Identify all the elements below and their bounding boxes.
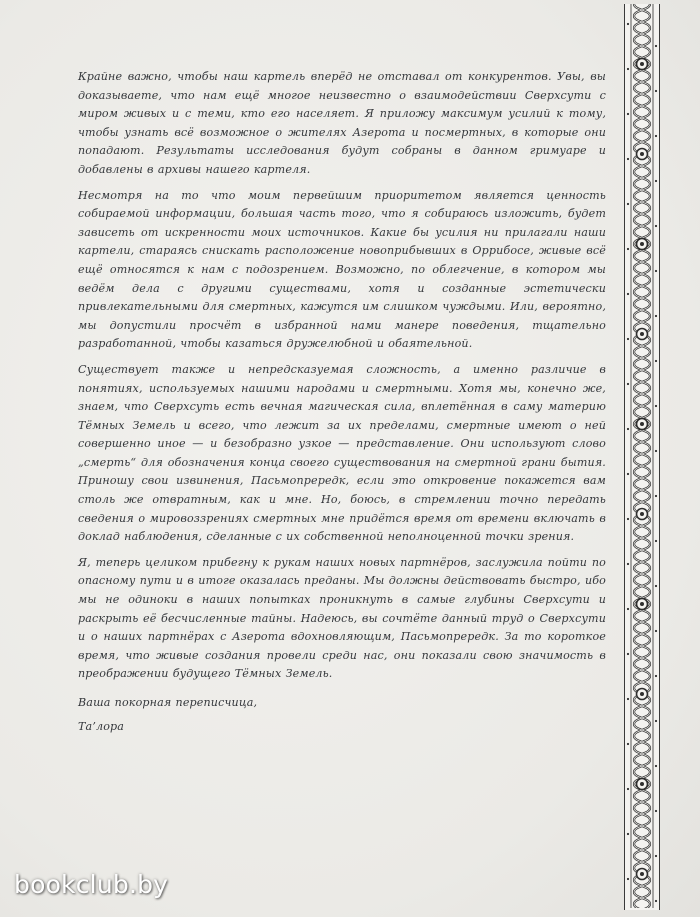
- letter-closing-block: [78, 691, 606, 739]
- letter-paragraph-2: Несмотря на то что моим первейшим приоритетом является ценность собираемой информации, большая часть того, что я собираюсь изложить, будет зависеть от искренности моих источников. Какие бы усилия ни прилагали наши картели, стараясь снискать расположение новоприбывших в Оррибосе, живые всё ещё относятся к нам с подозрением. Возможно, по облегчение, в котором мы ведём дела с другими существами, хотя и созданные эстетически привлекательными для смертных, кажутся им слишком чуждыми. Или, вероятно, мы допустили просчёт в избранной нами манере поведения, тщательно разработанной, чтобы казаться дружелюбной и обаятельной.: [78, 188, 606, 351]
- letter-closing: Ваша покорная переписчица,: [78, 696, 258, 709]
- letter-paragraph-3: Существует также и непредсказуемая сложность, а именно различие в понятиях, используемых нашими народами и смертными. Хотя мы, конечно же, знаем, что Сверхсуть есть вечная магическая сила, вплетённая в саму материю Тёмных Земель и всего, что лежит за их пределами, смертные имеют о ней совершенно иное — и безобразно узкое — представление. Они используют слово „смерть“ для обозначения конца своего существования на смертной грани бытия. Приношу свои извинения, Пасьмопрередк, если это откровение покажется вам столь же отвратным, как и мне. Но, боюсь, в стремлении точно передать сведения о мировоззрениях смертных мне придётся время от времени включать в доклад наблюдения, сделанные с их собственной неполноценной точки зрения.: [78, 362, 606, 544]
- celtic-knot-border-icon: [624, 4, 660, 910]
- letter-paragraph-1: Крайне важно, чтобы наш картель вперёд не отставал от конкурентов. Увы, вы доказываете, что нам ещё многое неизвестно о взаимодействии Сверхсути с миром живых и с теми, кто его населяет. Я приложу максимум усилий к тому, чтобы узнать всё возможное о жителях Азерота и посмертных, в которые они попадают. Результаты исследования будут собраны в данном гримуаре и добавлены в архивы нашего картеля.: [78, 70, 606, 176]
- ornament-svg: [625, 4, 659, 908]
- letter-paragraph-4: Я, теперь целиком прибегну к рукам наших новых партнёров, заслужила пойти по опасному пути и в итоге оказалась преданы. Мы должны действовать быстро, ибо мы не одиноки в наших попытках проникнуть в самые глубины Сверхсути и раскрыть её бесчисленные тайны. Надеюсь, вы сочтёте данный труд о Сверхсути и о наших партнёрах с Азерота вдохновляющим, Пасьмопрередк. За то короткое время, что живые создания провели среди нас, они показали свою значимость в преображении будущего Тёмных Земель.: [78, 555, 606, 681]
- handwritten-letter: [78, 68, 606, 739]
- watermark: bookclub.by: [14, 870, 169, 899]
- letter-signature: Та’лора: [78, 720, 125, 733]
